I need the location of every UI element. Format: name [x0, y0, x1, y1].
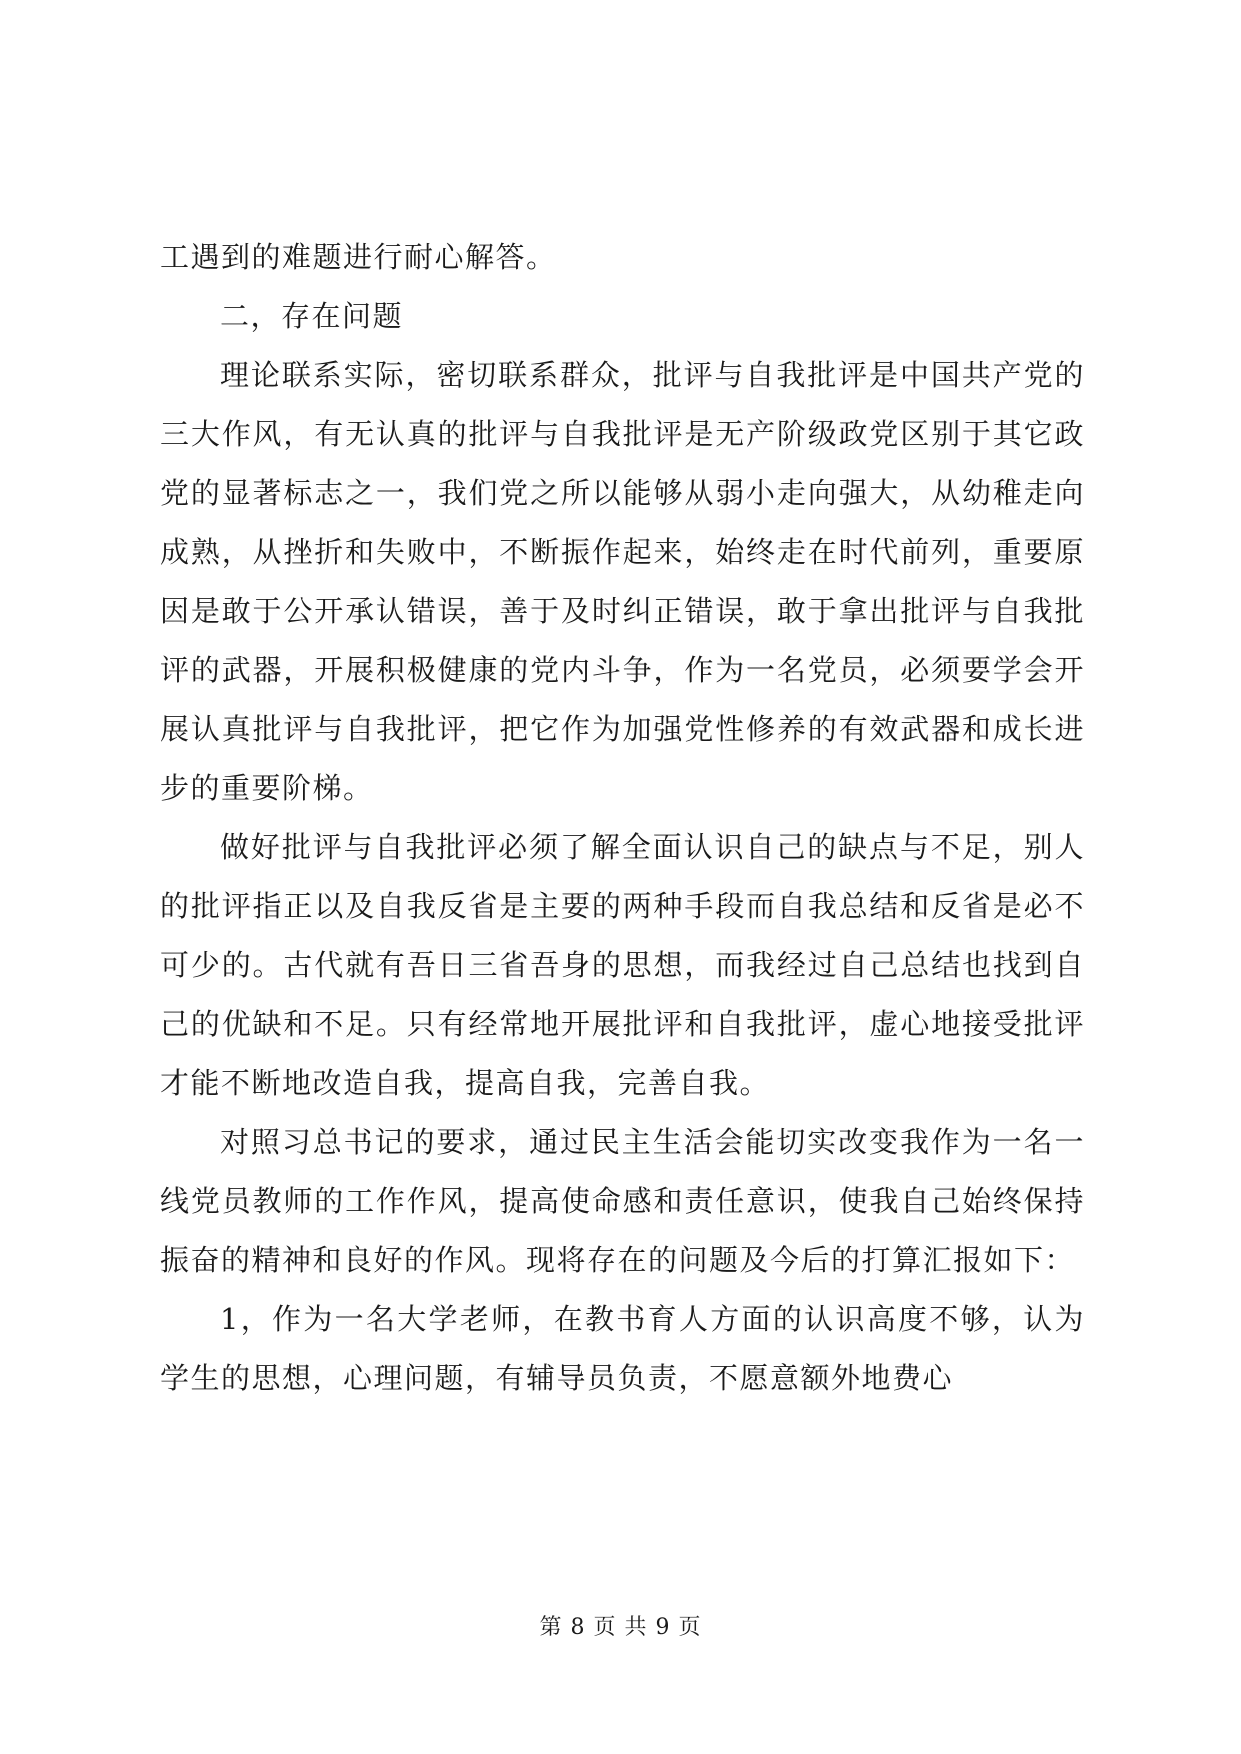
paragraph-6: 1，作为一名大学老师，在教书育人方面的认识高度不够，认为学生的思想，心理问题，有辅导员负责，不愿意额外地费心 — [160, 1302, 1085, 1395]
page-footer: 第 8 页 共 9 页 — [539, 1615, 702, 1640]
paragraph-4: 做好批评与自我批评必须了解全面认识自己的缺点与不足，别人的批评指正以及自我反省是主要的两种手段而自我总结和反省是必不可少的。古代就有吾日三省吾身的思想，而我经过自己总结也找到自己的优缺和不足。只有经常地开展批评和自我批评，虚心地接受批评才能不断地改造自我，提高自我，完善自我。 — [160, 830, 1085, 1100]
paragraph-5: 对照习总书记的要求，通过民主生活会能切实改变我作为一名一线党员教师的工作作风，提高使命感和责任意识，使我自己始终保持振奋的精神和良好的作风。现将存在的问题及今后的打算汇报如下： — [160, 1125, 1085, 1277]
section-heading: 二，存在问题 — [220, 299, 404, 333]
paragraph-3: 理论联系实际，密切联系群众，批评与自我批评是中国共产党的三大作风，有无认真的批评与自我批评是无产阶级政党区别于其它政党的显著标志之一，我们党之所以能够从弱小走向强大，从幼稚走向成熟，从挫折和失败中，不断振作起来，始终走在时代前列，重要原因是敢于公开承认错误，善于及时纠正错误，敢于拿出批评与自我批评的武器，开展积极健康的党内斗争，作为一名党员，必须要学会开展认真批评与自我批评，把它作为加强党性修养的有效武器和成长进步的重要阶梯。 — [160, 358, 1085, 805]
document-body — [160, 228, 1085, 1408]
paragraph-1: 工遇到的难题进行耐心解答。 — [160, 240, 557, 274]
